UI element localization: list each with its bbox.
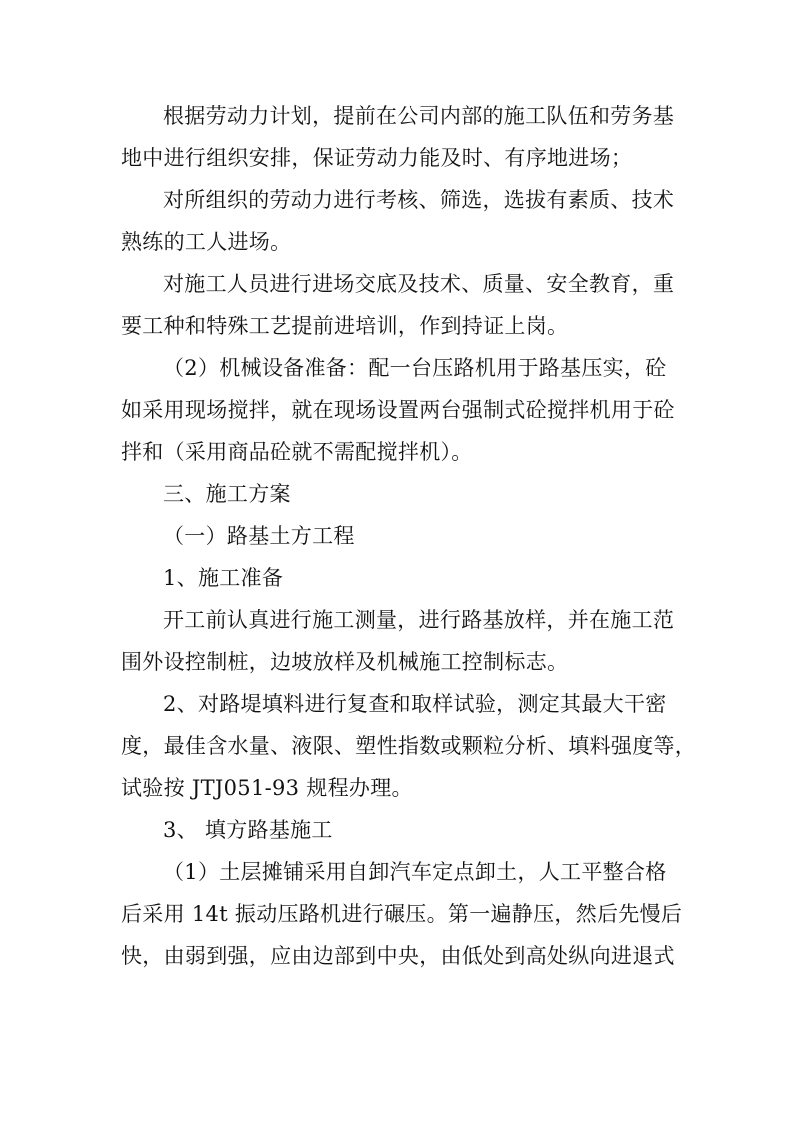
- paragraph-line: 如采用现场搅拌，就在现场设置两台强制式砼搅拌机用于砼: [121, 398, 675, 422]
- item-heading: 1、施工准备: [163, 566, 284, 590]
- paragraph-line: 拌和（采用商品砼就不需配搅拌机）。: [121, 440, 473, 464]
- paragraph-line: 对施工人员进行进场交底及技术、质量、安全教育，重: [163, 272, 675, 296]
- paragraph-line: 熟练的工人进场。: [121, 230, 292, 254]
- paragraph-line: 后采用 14t 振动压路机进行碾压。第一遍静压，然后先慢后: [121, 902, 683, 926]
- paragraph-line: 围外设控制桩，边坡放样及机械施工控制标志。: [121, 650, 569, 674]
- paragraph-line: 快，由弱到强，应由边部到中央，由低处到高处纵向进退式: [121, 944, 675, 968]
- paragraph-line: 根据劳动力计划，提前在公司内部的施工队伍和劳务基: [163, 104, 675, 128]
- paragraph-line: （2）机械设备准备：配一台压路机用于路基压实，砼: [163, 356, 667, 380]
- paragraph-line: 地中进行组织安排，保证劳动力能及时、有序地进场；: [121, 146, 633, 170]
- subsection-heading: （一）路基土方工程: [163, 524, 355, 548]
- paragraph-line: 对所组织的劳动力进行考核、筛选，选拔有素质、技术: [163, 188, 675, 212]
- paragraph-line: 度，最佳含水量、液限、塑性指数或颗粒分析、填料强度等，: [121, 734, 697, 758]
- paragraph-line: 开工前认真进行施工测量，进行路基放样，并在施工范: [163, 608, 675, 632]
- item-heading: 3、 填方路基施工: [163, 818, 333, 842]
- paragraph-line: 试验按 JTJ051-93 规程办理。: [121, 776, 413, 800]
- paragraph-line: 要工种和特殊工艺提前进培训，作到持证上岗。: [121, 314, 569, 338]
- paragraph-line: （1）土层摊铺采用自卸汽车定点卸土，人工平整合格: [163, 860, 667, 884]
- section-heading: 三、施工方案: [163, 482, 291, 506]
- paragraph-line: 2、对路堤填料进行复查和取样试验，测定其最大干密: [163, 692, 667, 716]
